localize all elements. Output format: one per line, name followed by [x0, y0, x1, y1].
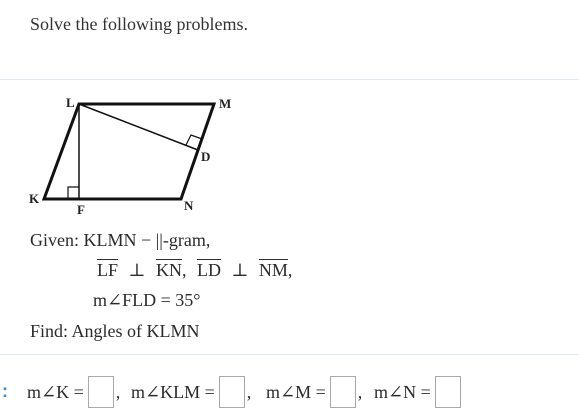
perpendicular-ld	[79, 104, 198, 150]
answer-bullet: :	[2, 381, 8, 401]
answer-sep-klm: ,	[246, 381, 252, 402]
answer-item-n	[374, 375, 463, 409]
answer-item-klm	[131, 375, 251, 409]
answer-label-n: m∠N =	[374, 381, 431, 402]
vertex-label-k: K	[29, 191, 40, 206]
parallelogram-klmn	[44, 104, 214, 199]
section-divider-top	[0, 79, 579, 80]
answer-input-n[interactable]	[435, 376, 461, 408]
answer-input-klm[interactable]	[219, 376, 245, 408]
point-label-f: F	[77, 202, 85, 217]
right-angle-marker-d	[186, 135, 202, 145]
answer-item-k	[27, 375, 120, 409]
section-divider-bottom	[0, 354, 579, 355]
answer-sep-m: ,	[357, 381, 363, 402]
answer-sep-k: ,	[115, 381, 121, 402]
answer-input-m[interactable]	[330, 376, 356, 408]
vertex-label-n: N	[184, 198, 194, 213]
comma-1: ,	[181, 260, 187, 280]
segment-ld: $\overline{LD}$	[196, 260, 221, 280]
right-angle-marker-f	[68, 187, 79, 199]
given-line-1: Given: KLMN − ||-gram,	[30, 230, 211, 250]
segment-kn: $\overline{KN}$	[155, 260, 182, 280]
given-line-3: m∠FLD = 35°	[93, 290, 201, 310]
segment-lf: $\overline{LF}$	[97, 260, 119, 280]
answer-label-klm: m∠KLM =	[131, 381, 215, 402]
vertex-label-m: M	[219, 96, 232, 111]
given-line-2	[97, 258, 292, 282]
answer-label-m: m∠M =	[266, 381, 326, 402]
answer-label-k: m∠K =	[27, 381, 84, 402]
vertex-label-l: L	[66, 95, 75, 110]
answer-item-m	[266, 375, 362, 409]
segment-nm: $\overline{NM}$	[258, 260, 288, 280]
find-line: Find: Angles of KLMN	[30, 321, 200, 341]
answer-input-k[interactable]	[88, 376, 114, 408]
point-label-d: D	[201, 149, 211, 164]
perpendicular-symbol-1: ⊥	[128, 260, 146, 280]
comma-2: ,	[287, 260, 293, 280]
perpendicular-symbol-2: ⊥	[231, 260, 249, 280]
instructions-text: Solve the following problems.	[30, 14, 248, 34]
answer-row	[0, 375, 579, 409]
